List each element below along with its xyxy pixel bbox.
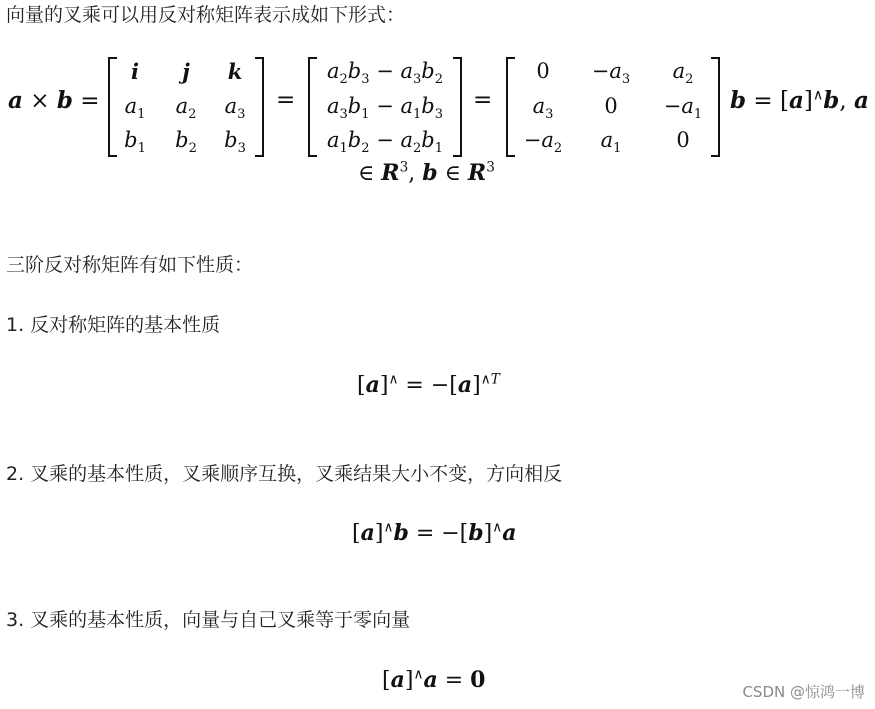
cross-product-matrix-equation: a × b = i j k $a_1$ $a_2$ $a_3$ $b_1$ $b_2$ $b_3$ = $a_2b_3 - a_3b_2$ $a_3b_1 - a_1b_3$ $a_1b_2 - a_2b_1$ = 0 $-a_3$ $a_2$ $a_3$ 0 $-a_1$ $-a_2$ $a_1$ 0 b = [a]∧b, a: [8, 59, 869, 157]
equation-rhs: b = [a]∧b, a: [730, 87, 869, 114]
csdn-watermark: CSDN @惊鸿一博: [742, 683, 865, 701]
unit-vector-matrix: i j k $a_1$ $a_2$ $a_3$ $b_1$ $b_2$ $b_3$: [108, 57, 264, 153]
section-title: 三阶反对称矩阵有如下性质：: [6, 254, 254, 276]
property-3-label: 3. 叉乘的基本性质，向量与自己叉乘等于零向量: [6, 609, 411, 631]
property-1-formula: $[a]^\wedge = -[a]^{\wedge T}$: [357, 371, 500, 398]
property-2-label: 2. 叉乘的基本性质，叉乘顺序互换，叉乘结果大小不变，方向相反: [6, 463, 563, 485]
property-2-formula: [a]∧b = −[b]∧a: [352, 519, 517, 546]
equation-lhs: a × b =: [8, 87, 100, 114]
intro-text: 向量的叉乘可以用反对称矩阵表示成如下形式：: [6, 4, 406, 26]
property-3-formula: [a]∧a = 0: [382, 666, 486, 693]
result-vector-matrix: $a_2b_3 - a_3b_2$ $a_3b_1 - a_1b_3$ $a_1b_2 - a_2b_1$: [308, 57, 462, 153]
domain-condition: ∈ $R^3$, b ∈ $R^3$: [358, 159, 495, 186]
property-1-label: 1. 反对称矩阵的基本性质: [6, 314, 221, 336]
skew-symmetric-matrix: 0 $-a_3$ $a_2$ $a_3$ 0 $-a_1$ $-a_2$ $a_1$ 0: [506, 57, 720, 153]
